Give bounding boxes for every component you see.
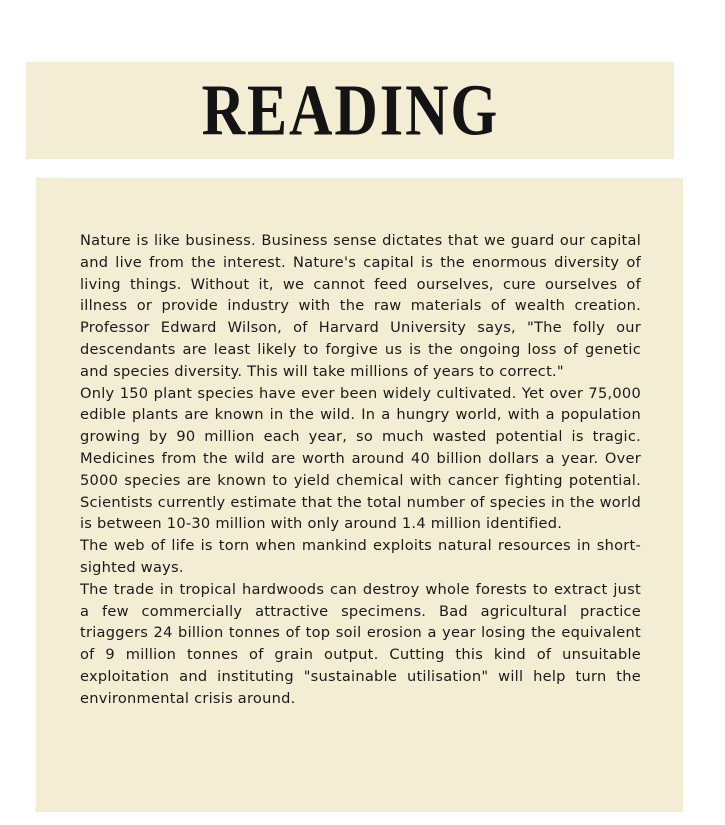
passage-paragraph-4: The trade in tropical hardwoods can destroy whole forests to extract just a few commercially attractive specimens. Bad agricultural practice triaggers 24 billion tonnes of top soil erosion a year losing the equivalent of 9 million tonnes of grain output. Cutting this kind of unsuitable exploitation and instituting "sustainable utilisation" will help turn the environmental crisis around. <box>80 580 641 707</box>
passage-panel <box>36 178 683 812</box>
passage-paragraph-3: The web of life is torn when mankind exploits natural resources in short-sighted ways. <box>80 537 641 576</box>
passage-paragraph-2: Only 150 plant species have ever been widely cultivated. Yet over 75,000 edible plants are known in the wild. In a hungry world, with a population growing by 90 million each year, so much wasted potential is tragic. Medicines from the wild are worth around 40 billion dollars a year. Over 5000 species are known to yield chemical with cancer fighting potential. Scientists currently estimate that the total number of species in the world is between 10-30 million with only around 1.4 million identified. <box>80 384 641 533</box>
title-banner <box>26 62 674 159</box>
page-title: READING <box>201 70 499 151</box>
reading-passage-text <box>80 230 641 710</box>
passage-paragraph-1: Nature is like business. Business sense dictates that we guard our capital and live from the interest. Nature's capital is the enormous diversity of living things. Without it, we cannot feed ourselves, cure ourselves of illness or provide industry with the raw materials of wealth creation. Professor Edward Wilson, of Harvard University says, "The folly our descendants are least likely to forgive us is the ongoing loss of genetic and species diversity. This will take millions of years to correct." <box>80 232 641 380</box>
